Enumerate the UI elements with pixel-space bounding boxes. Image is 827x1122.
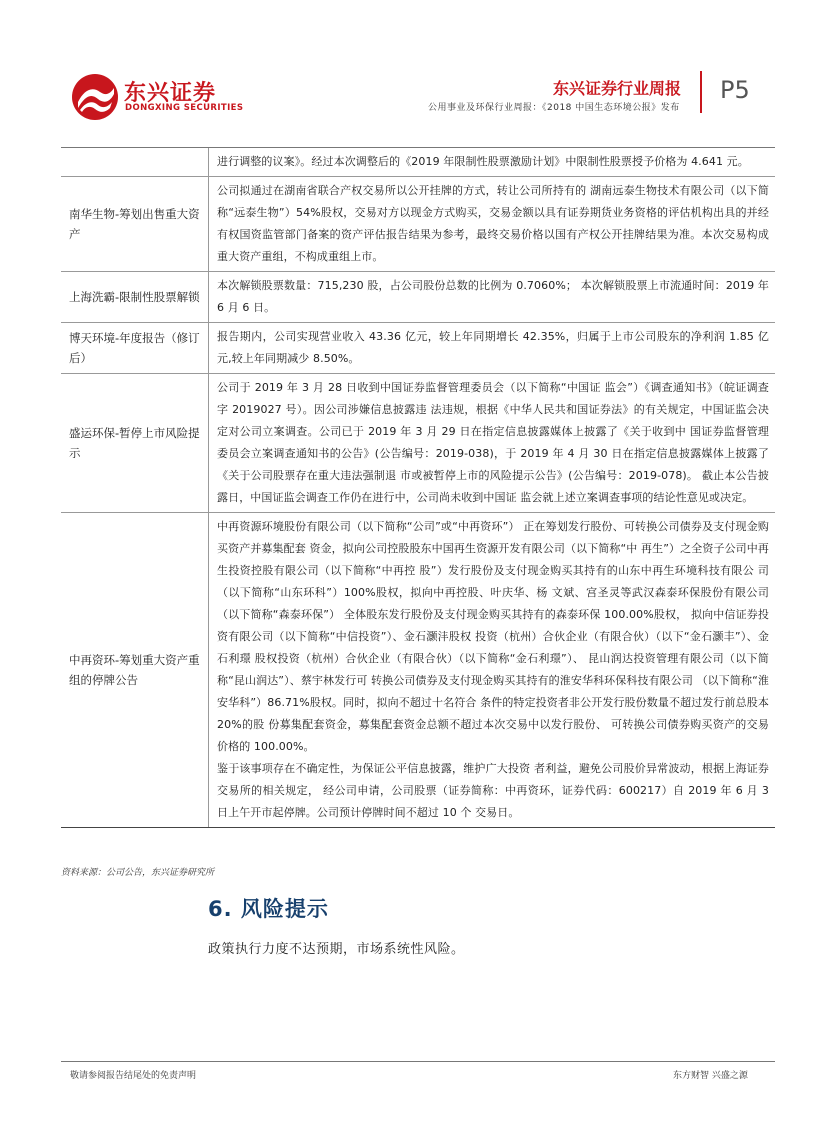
event-detail-cell bbox=[209, 177, 775, 271]
company-event-cell bbox=[61, 148, 209, 176]
event-detail-cell bbox=[209, 148, 775, 176]
announcement-table bbox=[61, 147, 775, 828]
company-event-cell: 上海洗霸-限制性股票解锁 bbox=[61, 272, 209, 322]
detail-paragraph: 报告期内，公司实现营业收入 43.36 亿元，较上年同期增长 42.35%，归属于上市公司股东的净利润 1.85 亿元,较上年同期减少 8.50%。 bbox=[217, 330, 769, 365]
detail-paragraph: 鉴于该事项存在不确定性，为保证公平信息披露，维护广大投资 者利益，避免公司股价异常波动，根据上海证券交易所的相关规定， 经公司申请，公司股票（证券简称：中再资环，证券代码：600217）自 2019 年 6 月 3 日上午开市起停牌。公司预计停牌时间不超过 10 个 交易日。 bbox=[217, 762, 769, 819]
table-row bbox=[61, 271, 775, 322]
page-header bbox=[0, 0, 827, 140]
page-number: P5 bbox=[720, 76, 750, 104]
company-event-cell: 南华生物-筹划出售重大资产 bbox=[61, 177, 209, 271]
logo-text-cn: 东兴证券 bbox=[124, 81, 217, 106]
section-heading: 6. 风险提示 bbox=[208, 897, 329, 921]
detail-paragraph: 中再资源环境股份有限公司（以下简称“公司”或“中再资环”） 正在筹划发行股份、可转换公司债券及支付现金购买资产并募集配套 资金，拟向公司控股股东中国再生资源开发有限公司（以下简称“中 再生”）之全资子公司中再生投资控股有限公司（以下简称“中再控 股”）发行股份及支付现金购买其持有的山东中再生环境科技有限公 司（以下简称“山东环科”）100%股权，拟向中再控股、叶庆华、杨 文斌、宫圣灵等武汉森泰环保股份有限公司（以下简称“森泰环保”） 全体股东发行股份及支付现金购买其持有的森泰环保 100.00%股权， 拟向中信证券投资有限公司（以下简称“中信投资”）、金石灏沣股权 投资（杭州）合伙企业（有限合伙）（以下“金石灏丰”）、金石利璟 股权投资（杭州）合伙企业（有限合伙）（以下简称“金石利璟”）、 昆山润达投资管理有限公司（以下简称“昆山润达”）、蔡宇林发行可 转换公司债券及支付现金购买其持有的淮安华科环保科技有限公司 （以下简称“淮安华科”）86.71%股权。同时，拟向不超过十名符合 条件的特定投资者非公开发行股份数量不超过发行前总股本 20%的股 份募集配套资金，募集配套资金总额不超过本次交易中以发行股份、 可转换公司债券购买资产的交易价格的 100.00%。 bbox=[217, 520, 769, 753]
footer-disclaimer: 敬请参阅报告结尾处的免责声明 bbox=[70, 1071, 197, 1081]
detail-paragraph: 本次解锁股票数量：715,230 股，占公司股份总数的比例为 0.7060%； 本次解锁股票上市流通时间：2019 年 6 月 6 日。 bbox=[217, 279, 769, 314]
company-logo bbox=[70, 72, 330, 122]
table-row bbox=[61, 148, 775, 176]
report-series-title: 东兴证券行业周报 bbox=[553, 79, 682, 98]
logo-text-en: DONGXING SECURITIES bbox=[125, 103, 244, 113]
risk-paragraph: 政策执行力度不达预期，市场系统性风险。 bbox=[208, 942, 465, 957]
table-row bbox=[61, 176, 775, 271]
detail-paragraph: 公司于 2019 年 3 月 28 日收到中国证券监督管理委员会（以下简称“中国证 监会”）《调查通知书》（皖证调查字 2019027 号）。因公司涉嫌信息披露违 法违规，根据《中华人民共和国证券法》的有关规定，中国证监会决定对公司立案调查。公司已于 2019 年 3 月 29 日在指定信息披露媒体上披露了《关于收到中 国证券监督管理委员会立案调查通知书的公告》(公告编号：2019-038)，于 2019 年 4 月 30 日在指定信息披露媒体上披露了《关于公司股票存在重大违法强制退 市或被暂停上市的风险提示公告》(公告编号：2019-078)。 截止本公告披露日，中国证监会调查工作仍在进行中，公司尚未收到中国证 监会就上述立案调查事项的结论性意见或决定。 bbox=[217, 381, 769, 504]
table-row bbox=[61, 512, 775, 827]
company-event-cell: 博天环境-年度报告（修订后） bbox=[61, 323, 209, 373]
detail-paragraph: 公司拟通过在湖南省联合产权交易所以公开挂牌的方式，转让公司所持有的 湖南远泰生物技术有限公司（以下简称“远泰生物”）54%股权，交易对方以现金方式购买，交易金额以具有证券期货业务资格的评估机构出具的并经有权国资监管部门备案的资产评估报告结果为参考，最终交易价格以国有产权公开挂牌结果为准。本次交易构成重大资产重组，不构成重组上市。 bbox=[217, 184, 769, 263]
footer-slogan: 东方财智 兴盛之源 bbox=[673, 1071, 748, 1081]
report-subtitle: 公用事业及环保行业周报：《2018 中国生态环境公报》发布 bbox=[428, 103, 680, 113]
event-detail-cell bbox=[209, 323, 775, 373]
company-event-cell: 中再资环-筹划重大资产重组的停牌公告 bbox=[61, 513, 209, 827]
company-event-cell: 盛运环保-暂停上市风险提示 bbox=[61, 374, 209, 512]
event-detail-cell bbox=[209, 272, 775, 322]
event-detail-cell bbox=[209, 513, 775, 827]
table-source-note: 资料来源：公司公告，东兴证券研究所 bbox=[61, 868, 215, 878]
header-divider bbox=[700, 71, 702, 113]
event-detail-cell bbox=[209, 374, 775, 512]
detail-paragraph: 进行调整的议案》。经过本次调整后的《2019 年限制性股票激励计划》中限制性股票授予价格为 4.641 元。 bbox=[217, 155, 749, 168]
table-row bbox=[61, 373, 775, 512]
logo-mark-icon bbox=[70, 72, 120, 122]
footer-divider bbox=[61, 1061, 775, 1062]
table-row bbox=[61, 322, 775, 373]
